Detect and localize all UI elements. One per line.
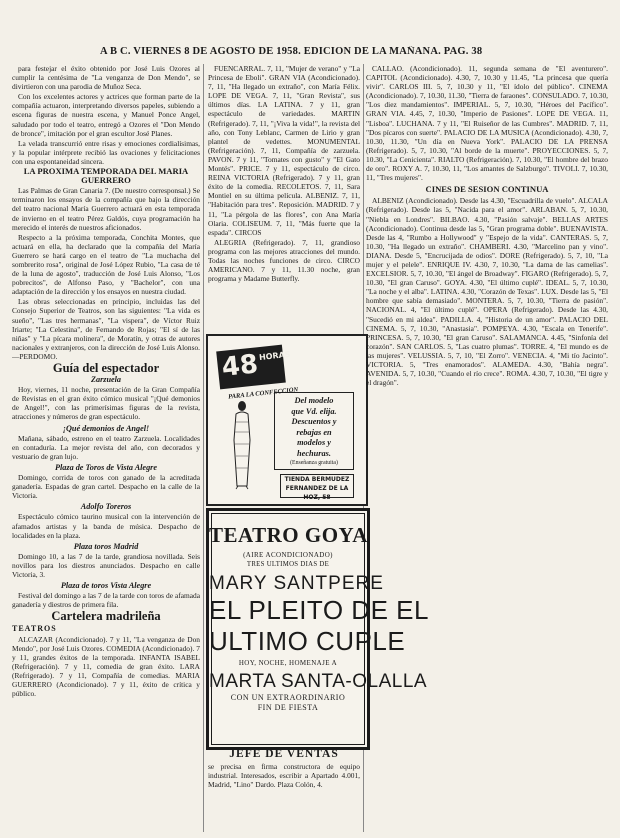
dress-figure-icon bbox=[226, 400, 256, 490]
ad-brand-box bbox=[280, 474, 354, 501]
tailoring-advertisement bbox=[206, 334, 368, 506]
theatre-listing: FUENCARRAL. 7, 11, "Mujer de verano" y "La Princesa de Eboli". GRAN VIA (Acondicionado). 7, 11, "Ha llegado un extraño", con María Félix. LOPE DE VEGA. 7, 11, "Gran Revista", sus últimos días. LA LATINA. 7 y 11, gran espectáculo de variedades. MARTIN (Refrigerado). 7, 11, "¡Viva la vida!", la revista del año, con Tony Leblanc, Carmen de Lirio y gran plantel de vedettes. MONUMENTAL (Refrigeración). 7, 11, Compañía de zarzuela. PAVON. 7 y 11, "Tomates con gusto" y "El Gato Montés". PRICE. 7 y 11, espectáculo de circo. REINA VICTORIA (Refrigerado). 7 y 11, gran éxito de la comedia. RECOLETOS. 7, 11, Sara Montiel en su última película. ALBENIZ. 7, 11, "Habitación para tres". Reposición. MADRID. 7 y 11, "La pérgola de las flores", con Ana María Olaria. COLISEUM. 7, 11, "Más fuerte que la espada". CIRCOS bbox=[208, 64, 360, 237]
guide-entry-text: Domingo, corrida de toros con ganado de la acreditada ganadería. Espadas de gran cartel. Despacho en la calle de la Victoria. bbox=[12, 473, 200, 501]
guide-entry-text: Festival del domingo a las 7 de la tarde con toros de afamada ganadería y diestros de primera fila. bbox=[12, 591, 200, 610]
ad-line-fiesta: FIN DE FIESTA bbox=[257, 703, 319, 712]
ad-line-extra: CON UN EXTRAORDINARIO bbox=[230, 693, 346, 702]
ad-line-aircon: (AIRE ACONDICIONADO) bbox=[243, 551, 333, 559]
guide-entry-title: Zarzuela bbox=[90, 375, 122, 385]
article-paragraph-1: Las Palmas de Gran Canaria 7. (De nuestro corresponsal.) Se terminaron los ensayos de la compañía que bajo la dirección del teatro nacional María Guerrero actuará en esta temporada de invierno en el teatro Pérez Galdós, cuya programación ha merecido el interés de nuestros aficionados. bbox=[12, 186, 200, 232]
guide-entry-title: Adolfo Toreros bbox=[80, 502, 132, 512]
ad-offer-box bbox=[274, 392, 354, 470]
intro-paragraph-2: Con los excelentes actores y actrices que forman parte de la compañía actuaron, interpretando diversos papeles, subiendo a escena figuras de nuestra escena, y Manuel Ponce Angel, saludado por todo el teatro, entregó a Ozores el "Don Mendo de bronce", imitación por el gran escultor José Planes. bbox=[12, 92, 200, 138]
intro-paragraph-1: para festejar el éxito obtenido por José Luis Ozores al cumplir la centésima de "La venganza de Don Mendo", se divirtieron con una parodia de Muñoz Seca. bbox=[12, 64, 200, 92]
column-rule-left bbox=[203, 64, 204, 832]
article-paragraph-3: Las obras seleccionadas en principio, incluidas las del Consejo Superior de Teatros, son las siguientes: "La vida es sueño", "Las tres hermanas", "La vispera", de Víctor Ruiz Iriarte; "La Celestina", de Fernando de Rojas; "El sí de las niñas" y "La pícara molinera", de Moratín, y otras de autores nacionales y extranjeros, con la dirección de José Luis Alonso.—PERDOMO. bbox=[12, 297, 200, 361]
guide-entry-text: Mañana, sábado, estreno en el teatro Zarzuela. Localidades en contaduría. La mejor revista del año, con decorados y vestuario de gran lujo. bbox=[12, 433, 200, 461]
guide-title: Guía del espectador bbox=[52, 361, 160, 375]
cinema-listing-estreno: CALLAO. (Acondicionado). 11, segunda semana de "El aventurero". CAPITOL (Acondicionado). 4.30, 7, 10.30 y 11.45, "La princesa que quería vivir". CARLOS III. 5, 7, 10.30 y 11, "El ídolo del público". CINEMA (Acondicionado). 7, 10.30, 11.30, "Tierra de faraones". CONSULADO. 7, 10.30, "Los diez mandamientos". IMPERIAL. 5, 7, 10.30, "Héroes del Pacífico". GRAN VIA. 4.45, 7, 10.30, "Imperio de Pasiones". LOPE DE VEGA. 11, "Lisboa". LUCHANA. 7 y 11, "El Ruiseñor de las Cumbres". MADRID. 7, 11, "Dos pícaros con suerte". PALACIO DE LA MUSICA (Acondicionado). 4.30, 7, 10.30, 11.30, "Un día en Nueva York". PALACIO DE LA PRENSA (Refrigerado). 5, 7, 10.30, "Al borde de la muerte". PROYECCIONES. 5, 7, 10.30, "La Cenicienta". RIALTO (Refrigeración). 7, 10.30, "El hombre del brazo de oro". ROXY A. 7, 10.30, 11, "Los amantes de Salzburgo". TIVOLI. 7, 10.30, 11, "Tres mujeres". bbox=[366, 64, 608, 183]
guide-entry-title: Plaza de toros Vista Alegre bbox=[60, 581, 152, 591]
guide-entry-text: Espectáculo cómico taurino musical con la intervención de afamados artistas y la banda de música. Despacho de localidades en la plaza. bbox=[12, 512, 200, 540]
ad-line-last-days: TRES ULTIMOS DIAS DE bbox=[246, 561, 330, 568]
ad-show-title-2: ULTIMO CUPLE bbox=[209, 626, 406, 656]
guide-entry-title: Plaza toros Madrid bbox=[73, 541, 139, 551]
guide-entry-text: Hoy, viernes, 11 noche, presentación de la Gran Compañía de Revistas en el gran éxito cómico musical "¡Qué demonios de Angel!", con las primerísimas figuras de la revista, atracciones y números de gran espectáculo. bbox=[12, 385, 200, 422]
column-middle bbox=[208, 64, 360, 332]
ad-line-homage: HOY, NOCHE, HOMENAJE A bbox=[238, 659, 338, 667]
ad-hours-word: HORAS bbox=[258, 349, 291, 363]
ad-offer-line: Del modelo bbox=[294, 396, 334, 405]
guide-entry-title: Plaza de Toros de Vista Alegre bbox=[55, 462, 157, 472]
column-right bbox=[366, 64, 608, 834]
continuous-cinema-title: CINES DE SESION CONTINUA bbox=[425, 184, 549, 195]
cinema-listing-continuous: ALBENIZ (Acondicionado). Desde las 4.30, "Escuadrilla de vuelo". ALCALA (Refrigerado). Desde las 5, "Nacida para el amor". ARLABAN. 5, 7, 10.30, "Niebla en Londres". BILBAO. 4.30, "Pasión salvaje". BELLAS ARTES (Acondicionado). Continua desde las 5, "Gran programa doble". BUENAVISTA. Desde las 4, "Rumbo a Hollywood" y "Espejo de la vida". CANTERAS. 5, 7, 10.30, "Ha llegado un extraño". CHAMBERI. 4.30, "Marcelino pan y vino". DIANA. Desde 5, "Encrucijada de odios". DORE (Refrigerado). 5, 7, 10, "La mujer y el pelele". ENRIQUE IV. 4.30, 7, 10.30, "La dama de las camelias". EXCELSIOR. 5, 7, 10.30, "El ángel de Broadway". FIGARO (Refrigerado). 5, 7, 10.30, "El gran Caruso". GOYA. 4.30, "El último cuplé". IDEAL. 5, 7, 10.30, "La noche y el alba". LATINA. 4.30, "Corazón de Texas". LUX. Desde las 5, "El hombre que sabía demasiado". MONTERA. 5, 7, 10.30, "Tierra de pasión". NACIONAL. 4, "El último cuplé". OPERA (Refrigerado). Desde las 4.30, "Sucedió en mi aldea". PADILLA. 4, "Historia de un amor". PALACIO DEL CINEMA. 5, 7, 10.30, "Anastasia". POMPEYA. 4.30, "Escala en Tenerife". PRINCESA. 5, 7, 10.30, "El gran Caruso". SALAMANCA. 4.45, "Sinfonía del corazón". SAN CARLOS. 5, "Las cuatro plumas". TORRE. 4, "El mundo es de las mujeres". VELUSSIA. 5, 7, 10, "El Zorro". VENECIA. 4, "Mi tío Jacinto". VICTORIA. 5, "Tres enamorados". ALAMEDA. 4.30, "Bahía negra". AVENIDA. 5, 7, 10.30, "Cuando el río crece". ROMA. 4.30, 7, 10.30, "El tigre y el dragón". bbox=[366, 196, 608, 388]
ad-theatre-name: TEATRO GOYA bbox=[209, 523, 368, 547]
ad-offer-line: modelos y bbox=[297, 438, 331, 448]
ad-offer-line: rebajas en bbox=[296, 427, 332, 437]
classified-heading: JEFE DE VENTAS bbox=[229, 750, 339, 760]
circus-listing: ALEGRIA (Refrigerado). 7, 11, grandioso programa con las mejores atracciones del mundo. Todas las noches funciones de circo. CIRCO AMERICANO. 7 y 11, 11.30 noche, gran programa y Madame Butterfly. bbox=[208, 237, 360, 284]
article-paragraph-2: Respecto a la próxima temporada, Conchita Montes, que actuará en ella, ha declarado que la compañía del María Guerrero se hará cargo en el teatro de "La muchacha del sombrerito rosa", original de José López Rubio, "La casa de té de la luna de agosto", traducción de José Luis Alonso, "Los pobrecitos", de Alfonso Paso, y "Bachelor", con una adaptación de la dirección y los ensayos en nuestra ciudad. bbox=[12, 232, 200, 297]
ad-offer-line: Descuentos y bbox=[291, 417, 337, 427]
ad-hours-number: 48 bbox=[220, 349, 260, 383]
column-left bbox=[12, 64, 200, 834]
ad-honoree-name: MARTA SANTA-OLALLA bbox=[209, 671, 428, 692]
ad-show-title-1: EL PLEITO DE EL bbox=[209, 595, 429, 625]
ad-note: PARA LA CONFECCION bbox=[227, 386, 299, 401]
classified-ad bbox=[208, 750, 360, 834]
article-title-maria-guerrero: LA PROXIMA TEMPORADA DEL MARIA GUERRERO bbox=[23, 166, 189, 186]
teatros-listing: ALCAZAR (Acondicionado). 7 y 11, "La venganza de Don Mendo", por José Luis Ozores. COMEDIA (Acondicionado). 7 y 11, grandes éxitos de la temporada. INFANTA ISABEL (Refrigeración). 7 y 11, comedia de gran éxito. LARA (Refrigerado). 7 y 11, Compañía de comedias. MARIA GUERRERO (Acondicionado). 7 y 11, éxito de crítica y público. bbox=[12, 634, 200, 699]
ad-offer-line: hechuras. bbox=[297, 448, 331, 458]
ad-hours-badge bbox=[216, 345, 291, 390]
ad-offer-fine: (Enseñanza gratuita) bbox=[290, 459, 338, 466]
page-header: A B C. VIERNES 8 DE AGOSTO DE 1958. EDICION DE LA MAÑANA. PAG. 38 bbox=[100, 46, 483, 57]
ad-star-name: MARY SANTPERE bbox=[209, 573, 384, 594]
teatro-goya-advertisement bbox=[206, 508, 429, 750]
ad-footer bbox=[209, 693, 367, 713]
ad-offer-line: que Vd. elija. bbox=[291, 406, 337, 416]
guide-entry-title: ¡Qué demonios de Angel! bbox=[62, 423, 150, 433]
cartelera-title: Cartelera madrileña bbox=[51, 609, 161, 624]
intro-paragraph-3: La velada transcurrió entre risas y emociones cordialísimas, y la popular intérprete recibió las ovaciones y felicitaciones con una espontaneidad sincera. bbox=[12, 138, 200, 166]
ad-brand-name: TIENDA BERMUDEZ bbox=[284, 476, 350, 483]
ad-brand-address: FERNANDEZ DE LA HOZ, 58 bbox=[285, 485, 349, 501]
guide-entry-text: Domingo 10, a las 7 de la tarde, grandiosa novillada. Seis novillos para los diestros anunciados. Despacho en calle Victoria, 3. bbox=[12, 551, 200, 579]
classified-text: se precisa en firma constructora de equipo industrial. Interesados, escribir a Apartado 4.001, Madrid, "Lino" Dardo. Plaza Colón, 4. bbox=[208, 762, 360, 790]
teatros-heading: TEATROS bbox=[12, 624, 57, 634]
